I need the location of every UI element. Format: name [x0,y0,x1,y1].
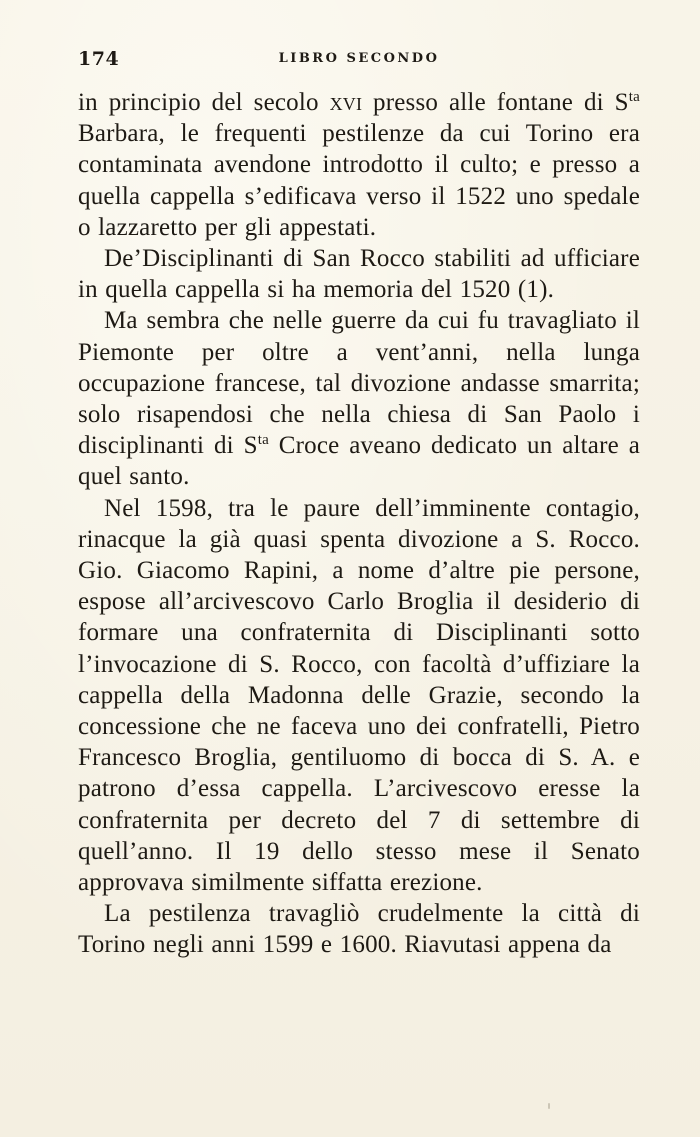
paragraph-5: La pestilenza travagliò crudelmente la città di Torino negli anni 1599 e 1600. Riavutasi appena da [78,900,640,959]
paragraph-2-text: De’Disciplinanti di San Rocco stabiliti ad ufficiare in quella cappella si ha memoria del 1520 [78,245,640,304]
paragraph-1-text-a: in principio del secolo [78,89,330,116]
running-title: LIBRO SECONDO [278,51,440,66]
body-text [78,87,640,961]
page-number: 174 [78,48,120,70]
paragraph-3-text-b: Croce aveano dedicato un altare a quel santo. [78,432,640,491]
paper-speck [548,1103,550,1109]
paragraph-3 [78,305,640,492]
superscript-ta: ta [257,432,269,449]
paragraph-1-text-b: presso alle fontane di S [362,89,629,116]
century-numeral: xvi [329,89,363,116]
paragraph-3-text-a: Ma sembra che nelle guerre da cui fu travagliato il Piemonte per oltre a vent’anni, nella lunga occupazione francese, tal divozione andasse smarrita; solo risapendosi che nella chiesa di San Paolo i disciplinanti di S [78,307,640,460]
paragraph-2 [78,243,640,305]
paragraph-4: Nel 1598, tra le paure dell’imminente contagio, rinacque la già quasi spenta divozione a S. Rocco. Gio. Giacomo Rapini, a nome d’altre pie persone, espose all’arcivescovo Carlo Broglia il desiderio di formare una confraternita di Disciplinanti sotto l’invocazione di S. Rocco, con facoltà d’uffiziare la cappella della Madonna delle Grazie, secondo la concessione che ne faceva uno dei confratelli, Pietro Francesco Broglia, gentiluomo di bocca di S. A. e patrono d’essa cappella. L’arcivescovo eresse la confraternita per decreto del 7 di settembre di quell’anno. Il 19 dello stesso mese il Senato approvava similmente siffatta erezione. [78,494,640,897]
paragraph-1-text-c: Barbara, le frequenti pestilenze da cui Torino era contaminata avendone introdotto il culto; e presso a quella cappella s’edificava verso il 1522 uno spedale o lazzaretto per gli appestati. [78,120,640,241]
paragraph-1 [78,87,640,243]
page-header [78,48,640,72]
paragraph-2-end: . [547,276,555,304]
superscript-ta: ta [628,89,640,105]
footnote-reference[interactable]: (1) [517,276,548,304]
